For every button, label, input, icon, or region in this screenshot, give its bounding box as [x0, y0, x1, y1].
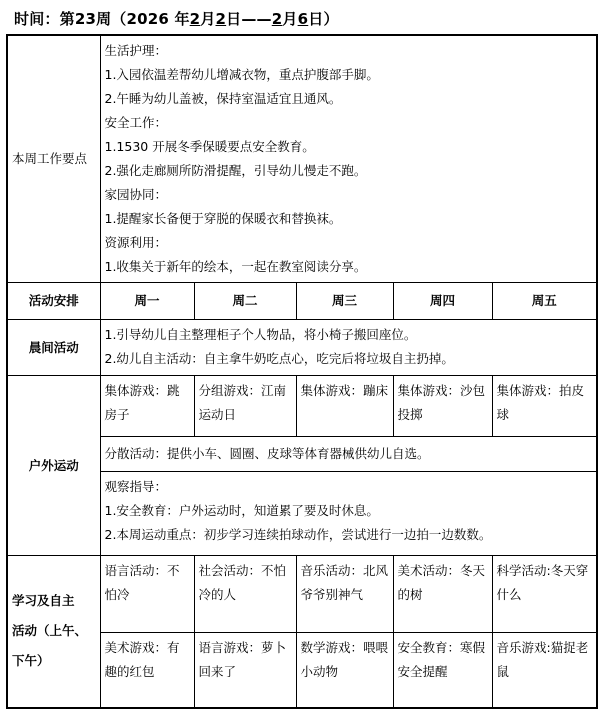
section-item: 1.1530 开展冬季保暖要点安全教育。: [104, 139, 315, 154]
day-header-fri: 周五: [492, 283, 597, 320]
month-label-1: 月: [200, 10, 216, 28]
section-item: 2.午睡为幼儿盖被，保持室温适宜且通风。: [104, 91, 342, 106]
start-day: 2: [215, 10, 227, 28]
outdoor-game-fri: 集体游戏：拍皮球: [492, 376, 597, 437]
section-title: 安全工作：: [104, 115, 168, 130]
learning-label-line: 活动（上午、: [12, 623, 88, 639]
observation-item: 2.本周运动重点：初步学习连续拍球动作，尝试进行一边拍一边数数。: [104, 527, 492, 542]
title-end-suffix: 日）: [308, 10, 339, 28]
learning-tue-2: 语言游戏：萝卜回来了: [194, 633, 296, 708]
date-dash: ——: [241, 10, 272, 28]
morning-label: 晨间活动: [7, 320, 100, 376]
observation-item: 1.安全教育：户外运动时，知道累了要及时休息。: [104, 503, 379, 518]
day-header-wed: 周三: [296, 283, 393, 320]
learning-thu-2: 安全教育：寒假安全提醒: [393, 633, 492, 708]
schedule-header-row: [7, 283, 597, 320]
outdoor-game-tue: 分组游戏：江南运动日: [194, 376, 296, 437]
week-number: 23: [74, 10, 97, 28]
key-points-content: [100, 35, 597, 283]
end-day: 6: [297, 10, 309, 28]
learning-row-1: [7, 556, 597, 633]
title-week-suffix: 周（2026 年: [96, 10, 190, 28]
section-item: 1.收集关于新年的绘本，一起在教室阅读分享。: [104, 259, 367, 274]
section-title: 家园协同：: [104, 187, 168, 202]
morning-item: 1.引导幼儿自主整理柜子个人物品，将小椅子搬回座位。: [104, 327, 417, 342]
learning-mon-1: 语言活动：不怕冷: [100, 556, 194, 633]
learning-label-line: 学习及自主: [12, 593, 75, 609]
day-header-mon: 周一: [100, 283, 194, 320]
morning-item: 2.幼儿自主活动：自主拿牛奶吃点心，吃完后将垃圾自主扔掉。: [104, 351, 454, 366]
key-points-label: 本周工作要点: [7, 35, 100, 283]
learning-mon-2: 美术游戏：有趣的红包: [100, 633, 194, 708]
outdoor-free-play: 分散活动：提供小车、圆圈、皮球等体育器械供幼儿自选。: [100, 437, 597, 472]
outdoor-game-wed: 集体游戏：蹦床: [296, 376, 393, 437]
outdoor-label: 户外运动: [7, 376, 100, 556]
section-item: 1.入园依温差帮幼儿增减衣物，重点护腹部手脚。: [104, 67, 379, 82]
observation-title: 观察指导：: [104, 479, 168, 494]
day-label-1: 日: [226, 10, 242, 28]
outdoor-game-thu: 集体游戏：沙包投掷: [393, 376, 492, 437]
morning-row: [7, 320, 597, 376]
day-header-thu: 周四: [393, 283, 492, 320]
outdoor-observation: [100, 472, 597, 556]
weekly-plan-table: [6, 34, 598, 709]
outdoor-games-row: [7, 376, 597, 437]
outdoor-game-mon: 集体游戏：跳房子: [100, 376, 194, 437]
month-label-2: 月: [282, 10, 298, 28]
section-title: 生活护理：: [104, 43, 168, 58]
end-month: 2: [271, 10, 283, 28]
learning-label-line: 下午）: [12, 653, 50, 669]
section-title: 资源利用：: [104, 235, 168, 250]
learning-tue-1: 社会活动：不怕冷的人: [194, 556, 296, 633]
learning-wed-2: 数学游戏：喂喂小动物: [296, 633, 393, 708]
learning-label: [7, 556, 100, 708]
title-prefix: 时间：第: [14, 10, 75, 28]
day-header-tue: 周二: [194, 283, 296, 320]
morning-content: [100, 320, 597, 376]
learning-fri-2: 音乐游戏:猫捉老鼠: [492, 633, 597, 708]
learning-thu-1: 美术活动：冬天的树: [393, 556, 492, 633]
key-points-row: [7, 35, 597, 283]
learning-fri-1: 科学活动:冬天穿什么: [492, 556, 597, 633]
section-item: 2.强化走廊厕所防滑提醒，引导幼儿慢走不跑。: [104, 163, 367, 178]
start-month: 2: [189, 10, 201, 28]
learning-wed-1: 音乐活动：北风爷爷别神气: [296, 556, 393, 633]
section-item: 1.提醒家长备便于穿脱的保暖衣和替换袜。: [104, 211, 342, 226]
schedule-label: 活动安排: [7, 283, 100, 320]
page-title: [14, 8, 339, 29]
